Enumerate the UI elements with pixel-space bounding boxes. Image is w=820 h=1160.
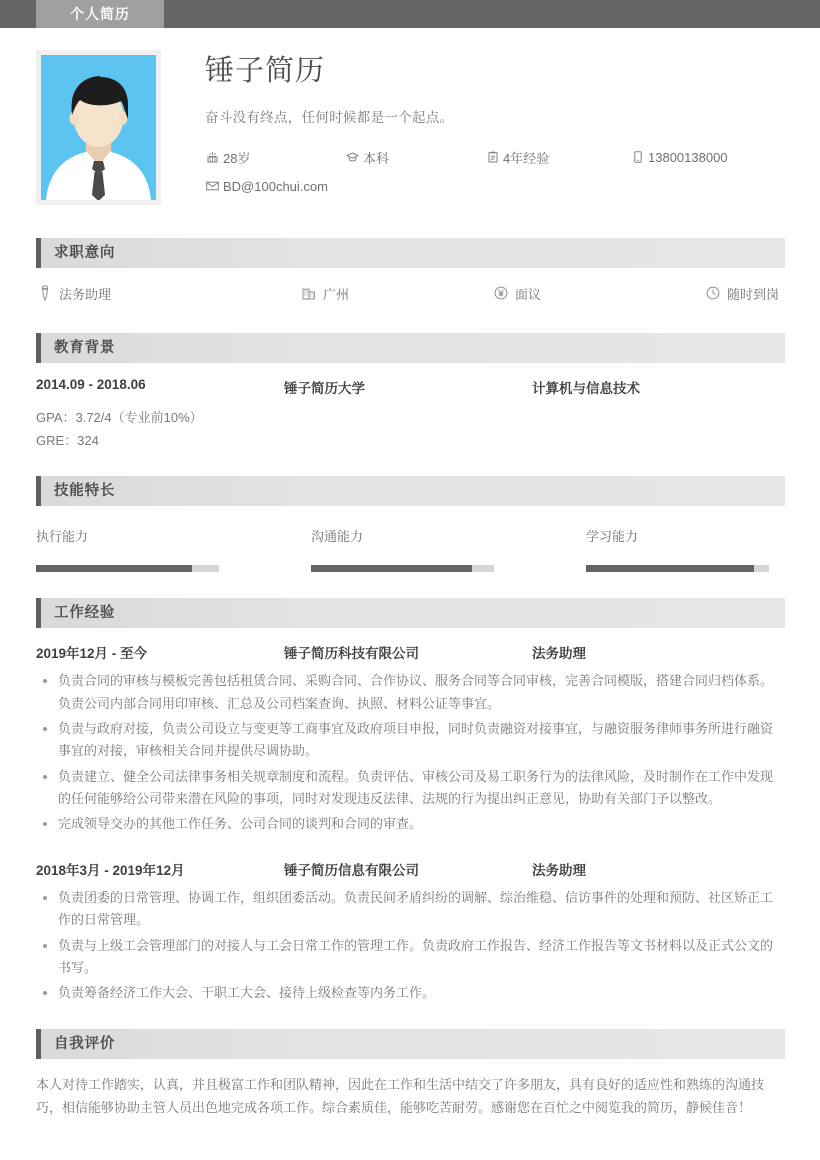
experience-period: 2019年12月 - 至今 <box>36 646 148 662</box>
birthday-cake-icon <box>205 151 220 163</box>
section-title-intention: 求职意向 <box>54 244 116 261</box>
skill-label: 执行能力 <box>36 529 89 545</box>
experience-heading-row <box>36 642 784 662</box>
list-item: 负责与上级工会管理部门的对接人与工会日常工作的管理工作。负责政府工作报告、经济工作报告等文书材料以及正式公文的书写。 <box>36 935 784 980</box>
intention-position <box>36 284 300 303</box>
section-accent-bar <box>36 476 41 506</box>
top-bar <box>0 0 820 28</box>
contact-email <box>205 179 328 194</box>
section-title-skills: 技能特长 <box>54 483 116 500</box>
experience-period: 2018年3月 - 2019年12月 <box>36 862 185 878</box>
profile-details <box>161 50 800 206</box>
intention-salary-value: 面议 <box>515 286 542 302</box>
section-header-education <box>36 333 785 363</box>
intention-city <box>300 284 492 303</box>
intention-position-value: 法务助理 <box>59 286 112 302</box>
education-period: 2014.09 - 2018.06 <box>36 376 146 392</box>
education-entry <box>36 363 784 453</box>
experience-company: 锤子简历信息有限公司 <box>284 862 419 878</box>
skill-item <box>311 526 586 572</box>
experience-company: 锤子简历科技有限公司 <box>284 646 419 662</box>
experience-role: 法务助理 <box>532 646 586 662</box>
experience-entry <box>36 839 784 1005</box>
contact-age <box>205 148 345 167</box>
education-school: 锤子简历大学 <box>284 380 365 396</box>
list-item: 负责与政府对接，负责公司设立与变更等工商事宜及政府项目申报，同时负责融资对接事宜，与融资服务律师事务所进行融资事宜的对接，审核相关合同并提供尽调协助。 <box>36 718 784 763</box>
contact-phone-value: 13800138000 <box>648 149 728 165</box>
resume-page <box>0 28 820 1143</box>
skill-progress-fill <box>311 565 472 572</box>
section-title-experience: 工作经验 <box>54 605 116 622</box>
avatar-photo-icon <box>41 55 156 200</box>
resume-tab[interactable]: 个人简历 <box>36 0 164 28</box>
list-item: 负责合同的审核与模板完善包括租赁合同、采购合同、合作协议、服务合同等合同审核，完善合同模版，搭建合同归档体系。负责公司内部合同用印审核、汇总及公司档案查询、执照、材料公证等事宜。 <box>36 670 784 715</box>
contact-age-value: 28岁 <box>223 150 251 166</box>
section-header-intention <box>36 238 785 268</box>
section-header-self-evaluation <box>36 1029 785 1059</box>
intention-availability-value: 随时到岗 <box>727 286 780 302</box>
section-accent-bar <box>36 238 41 268</box>
clock-icon <box>704 286 722 300</box>
intention-city-value: 广州 <box>323 286 350 302</box>
skill-progress-fill <box>36 565 192 572</box>
experience-bullet-list <box>36 670 784 836</box>
experience-heading-row <box>36 859 784 879</box>
experience-bullet-list <box>36 887 784 1005</box>
person-name: 锤子简历 <box>205 55 326 87</box>
contact-phone <box>630 148 800 167</box>
experience-role: 法务助理 <box>532 862 586 878</box>
list-item: 负责建立、健全公司法律事务相关规章制度和流程。负责评估、审核公司及易工职务行为的法律风险，及时制作在工作中发现的任何能够给公司带来潜在风险的事项，同时对发现违反法律、法规的行为提出纠正意见，协助有关部门予以整改。 <box>36 766 784 811</box>
list-item: 负责团委的日常管理、协调工作，组织团委活动。负责民间矛盾纠纷的调解、综治维稳、信访事件的处理和预防、社区矫正工作的日常管理。 <box>36 887 784 932</box>
section-header-experience <box>36 598 785 628</box>
intention-salary <box>492 284 704 303</box>
contact-experience-value: 4年经验 <box>503 150 550 166</box>
section-accent-bar <box>36 333 41 363</box>
skill-item <box>36 526 311 572</box>
section-accent-bar <box>36 598 41 628</box>
section-accent-bar <box>36 1029 41 1059</box>
experience-entry <box>36 628 784 836</box>
skill-progress-track <box>586 565 769 572</box>
contact-experience <box>485 148 630 167</box>
contact-row-secondary <box>205 179 800 194</box>
graduation-cap-icon <box>345 151 360 163</box>
contact-row-primary <box>205 148 800 167</box>
contact-degree-value: 本科 <box>363 150 390 166</box>
skill-progress-track <box>36 565 219 572</box>
contact-degree <box>345 148 485 167</box>
avatar <box>36 50 161 205</box>
phone-icon <box>630 151 645 163</box>
education-gpa: GPA：3.72/4（专业前10%） <box>36 409 203 425</box>
envelope-icon <box>205 181 220 191</box>
contact-email-value: BD@100chui.com <box>223 178 328 194</box>
skill-label: 沟通能力 <box>311 529 364 545</box>
education-major: 计算机与信息技术 <box>532 380 640 396</box>
building-icon <box>300 286 318 300</box>
self-evaluation-text: 本人对待工作踏实，认真，并且极富工作和团队精神，因此在工作和生活中结交了许多朋友，具有良好的适应性和熟练的沟通技巧，相信能够协助主管人员出色地完成各项工作。综合素质佳，能够吃苦耐劳。感谢您在百忙之中阅览我的简历，静候佳音！ <box>36 1076 765 1115</box>
list-item: 负责筹备经济工作大会、干职工大会、接待上级检查等内务工作。 <box>36 982 784 1004</box>
intention-availability <box>704 284 779 303</box>
intention-row <box>36 268 784 309</box>
section-header-skills <box>36 476 785 506</box>
section-title-self-evaluation: 自我评价 <box>54 1035 116 1052</box>
contact-grid <box>205 148 800 194</box>
section-title-education: 教育背景 <box>54 339 116 356</box>
yen-circle-icon <box>492 286 510 300</box>
list-item: 完成领导交办的其他工作任务、公司合同的谈判和合同的审查。 <box>36 813 784 835</box>
clipboard-icon <box>485 151 500 163</box>
skill-item <box>586 526 820 572</box>
education-heading-row <box>36 377 784 397</box>
skill-progress-fill <box>586 565 754 572</box>
skill-progress-track <box>311 565 494 572</box>
profile-section <box>36 28 784 214</box>
skills-row <box>36 506 784 574</box>
tie-icon <box>36 285 54 301</box>
skill-label: 学习能力 <box>586 529 639 545</box>
person-tagline: 奋斗没有终点，任何时候都是一个起点。 <box>205 109 454 125</box>
education-gre: GRE：324 <box>36 432 99 448</box>
